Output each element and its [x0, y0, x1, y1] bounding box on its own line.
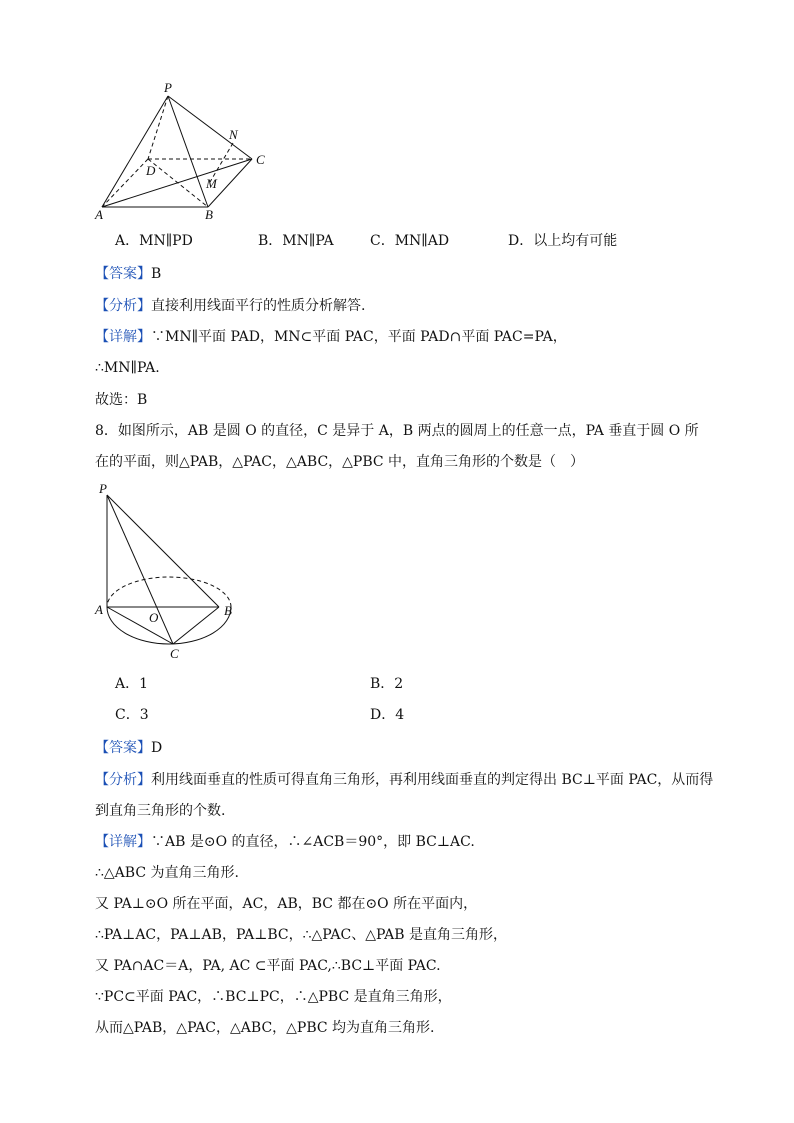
label-p: P [164, 80, 172, 95]
label-o: O [149, 610, 159, 625]
label-c: C [256, 152, 265, 167]
label-p: P [99, 481, 107, 496]
edge-pa [102, 96, 168, 207]
q7-option-d: D．以上均有可能 [508, 233, 618, 249]
q8-option-b: B．2 [370, 676, 404, 692]
circle-figure [92, 480, 252, 666]
q7-option-a: A．MN∥PD [115, 233, 193, 249]
q7-option-c: C．MN∥AD [370, 233, 450, 249]
analysis-text: 利用线面垂直的性质可得直角三角形，再利用线面垂直的判定得出 BC⊥平面 PAC，从而得 [151, 772, 714, 788]
q8-question: 8．如图所示，AB 是圆 O 的直径，C 是异于 A，B 两点的圆周上的任意一点，PA 垂直于圆 O 所在的平面，则△PAB，△PAC，△ABC，△PBC 中，直角三角形的个数是（ ） [95, 423, 699, 470]
detail-text: ∵AB 是⊙O 的直径，∴∠ACB＝90°，即 BC⊥AC. [151, 834, 475, 850]
q8-detail-6: ∵PC⊂平面 PAC，∴BC⊥PC，∴△PBC 是直角三角形， [95, 989, 452, 1005]
analysis-text: 直接利用线面平行的性质分析解答. [151, 298, 366, 314]
answer-value: D [151, 740, 163, 756]
q7-conclusion: 故选：B [95, 392, 148, 408]
segment-bc [173, 607, 219, 644]
q8-detail-3: 又 PA⊥⊙O 所在平面，AC，AB，BC 都在⊙O 所在平面内， [95, 896, 478, 912]
q8-option-a: A．1 [115, 676, 149, 692]
label-m: M [206, 176, 217, 191]
q8-analysis-2: 到直角三角形的个数. [95, 803, 226, 819]
answer-tag: 【答案】 [95, 740, 151, 756]
edge-pb [168, 96, 208, 207]
detail-tag: 【详解】 [95, 329, 151, 345]
q7-detail-1 [95, 327, 567, 347]
q8-analysis-1 [95, 770, 713, 790]
label-c: C [170, 646, 179, 661]
q7-detail-2: ∴MN∥PA. [95, 360, 160, 376]
q7-option-b: B．MN∥PA [258, 233, 334, 249]
label-b: B [224, 603, 232, 618]
answer-tag: 【答案】 [95, 266, 151, 282]
q8-option-d: D．4 [370, 707, 405, 723]
circle-back-arc [107, 577, 231, 607]
analysis-tag: 【分析】 [95, 298, 151, 314]
q8-answer [95, 738, 162, 758]
segment-pc [107, 495, 173, 644]
label-n: N [229, 127, 238, 142]
pyramid-figure [90, 78, 280, 228]
label-a: A [95, 602, 103, 617]
segment-ac [107, 607, 173, 644]
q8-detail-5: 又 PA∩AC＝A，PA, AC ⊂平面 PAC,∴BC⊥平面 PAC. [95, 958, 441, 974]
q7-analysis [95, 296, 365, 316]
q8-detail-4: ∴PA⊥AC，PA⊥AB，PA⊥BC，∴△PAC、△PAB 是直角三角形， [95, 927, 508, 943]
edge-pc [168, 96, 252, 159]
edge-pd [148, 96, 168, 159]
q7-answer [95, 264, 161, 284]
q8-option-c: C．3 [115, 707, 149, 723]
segment-pb [107, 495, 219, 607]
label-a: A [95, 207, 103, 222]
q8-detail-1 [95, 832, 475, 852]
answer-value: B [151, 266, 162, 282]
detail-text: ∵MN∥平面 PAD，MN⊂平面 PAC，平面 PAD∩平面 PAC=PA， [151, 329, 567, 345]
detail-tag: 【详解】 [95, 834, 151, 850]
label-d: D [146, 163, 156, 178]
q8-detail-7: 从而△PAB，△PAC，△ABC，△PBC 均为直角三角形. [95, 1020, 435, 1036]
q8-detail-2: ∴△ABC 为直角三角形. [95, 865, 239, 881]
analysis-tag: 【分析】 [95, 772, 151, 788]
label-b: B [205, 207, 213, 222]
